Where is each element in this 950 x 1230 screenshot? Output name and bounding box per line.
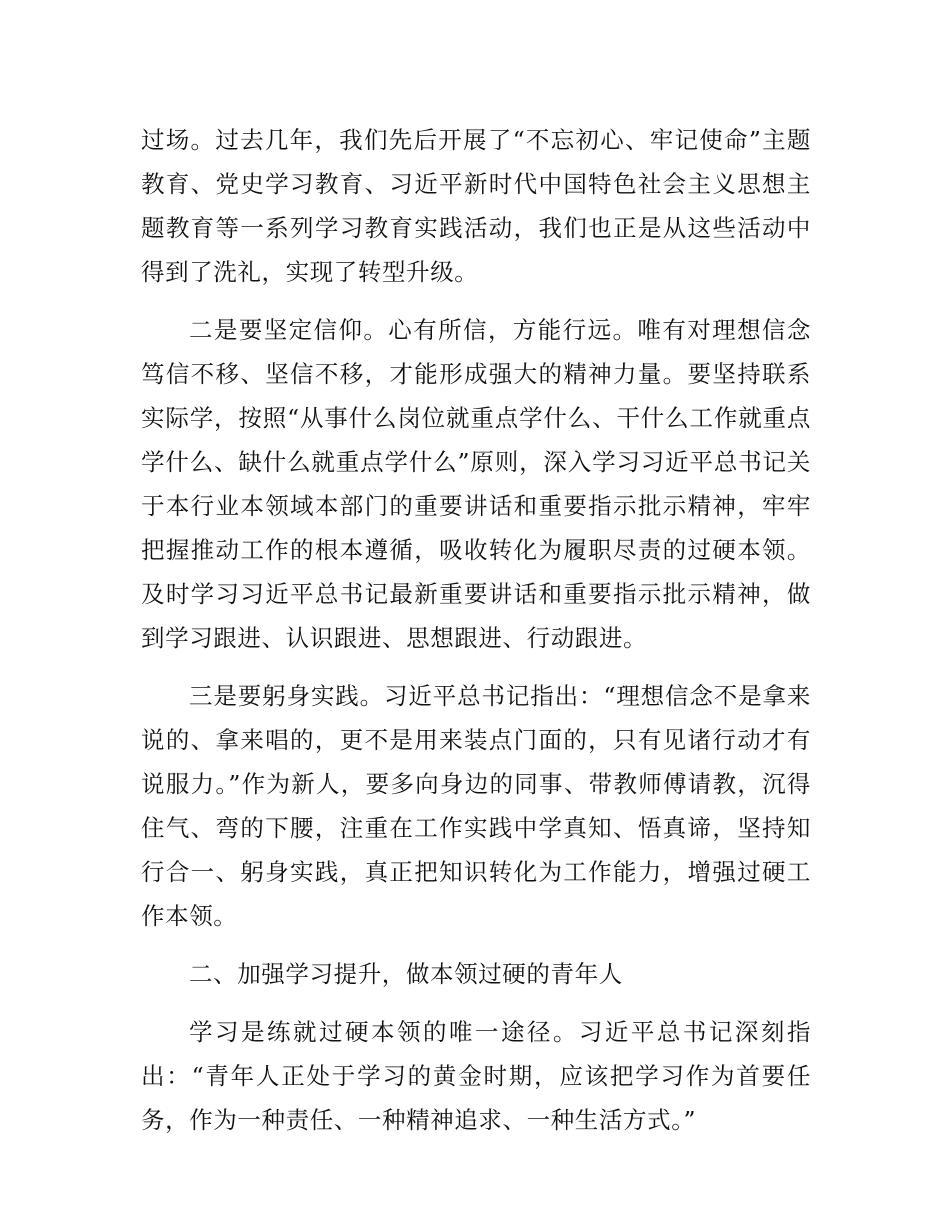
paragraph-learning: 学习是练就过硬本领的唯一途径。习近平总书记深刻指出：“青年人正处于学习的黄金时期，应该把学习作为首要任务，作为一种责任、一种精神追求、一种生活方式。” (141, 1018, 811, 1134)
section-heading: 二、加强学习提升，做本领过硬的青年人 (189, 960, 623, 988)
paragraph-continuation: 过场。过去几年，我们先后开展了“不忘初心、牢记使命”主题教育、党史学习教育、习近平新时代中国特色社会主义思想主题教育等一系列学习教育实践活动，我们也正是从这些活动中得到了洗礼，实现了转型升级。 (141, 126, 811, 286)
document-page (141, 118, 811, 1156)
paragraph-firm-belief: 二是要坚定信仰。心有所信，方能行远。唯有对理想信念笃信不移、坚信不移，才能形成强大的精神力量。要坚持联系实际学，按照“从事什么岗位就重点学什么、干什么工作就重点学什么、缺什么就重点学什么”原则，深入学习习近平总书记关于本行业本领域本部门的重要讲话和重要指示批示精神，牢牢把握推动工作的根本遵循，吸收转化为履职尽责的过硬本领。及时学习习近平总书记最新重要讲话和重要指示批示精神，做到学习跟进、认识跟进、思想跟进、行动跟进。 (141, 316, 811, 652)
paragraph-practice: 三是要躬身实践。习近平总书记指出：“理想信念不是拿来说的、拿来唱的，更不是用来装点门面的，只有见诸行动才有说服力。”作为新人，要多向身边的同事、带教师傅请教，沉得住气、弯的下腰，注重在工作实践中学真知、悟真谛，坚持知行合一、躬身实践，真正把知识转化为工作能力，增强过硬工作本领。 (141, 682, 811, 930)
